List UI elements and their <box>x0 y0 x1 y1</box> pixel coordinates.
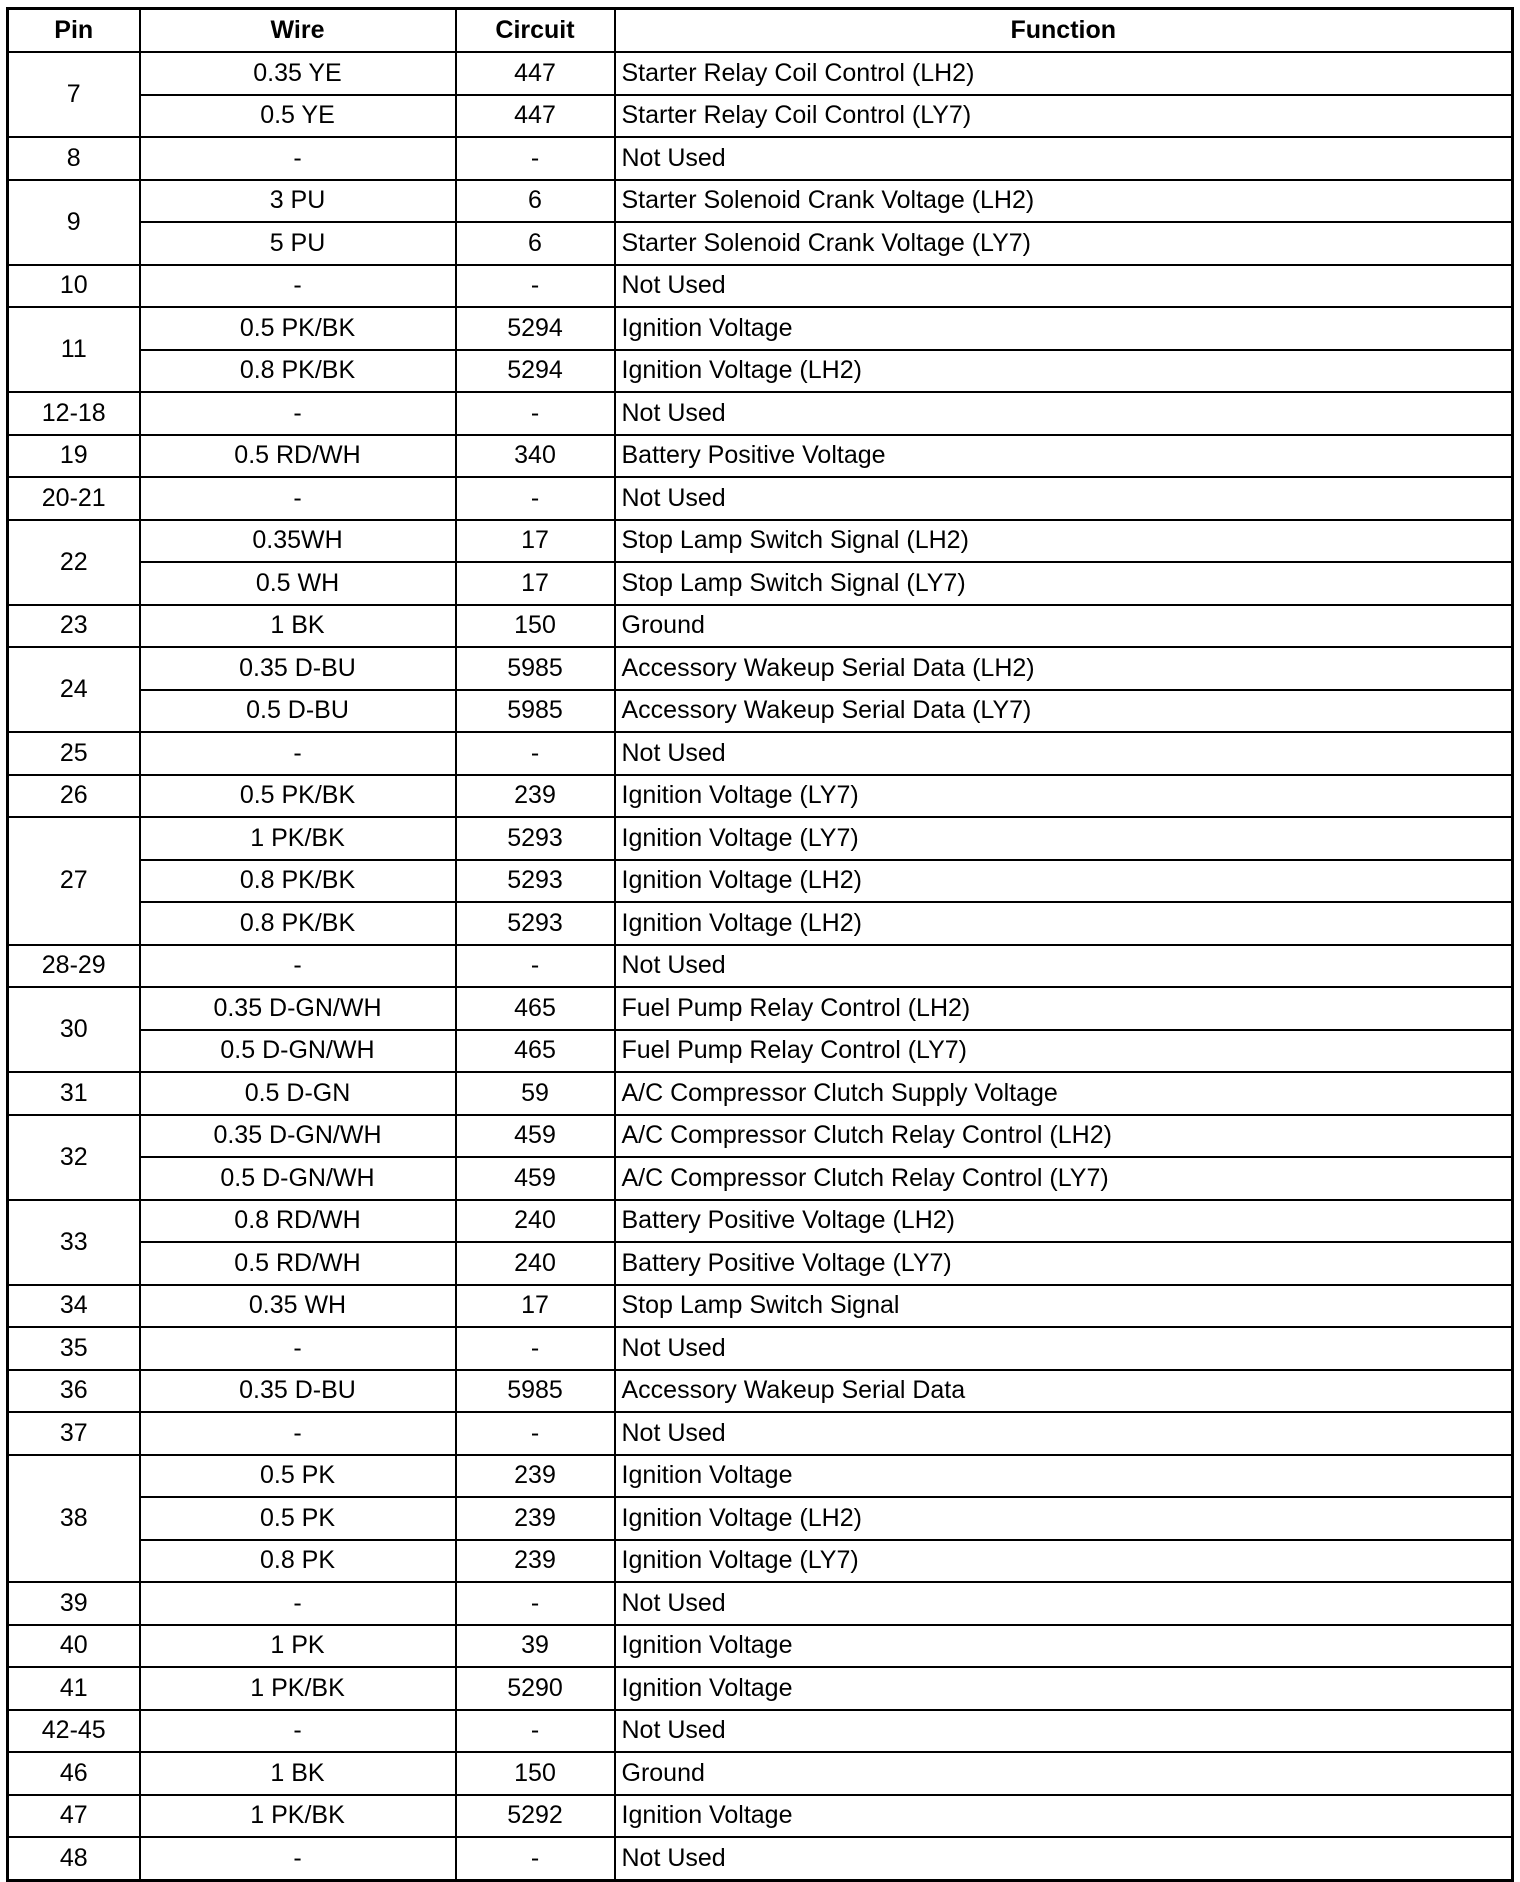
pin-cell: 37 <box>8 1412 140 1455</box>
circuit-cell: 6 <box>456 180 615 223</box>
circuit-cell: 17 <box>456 562 615 605</box>
wire-cell: 0.5 D-GN <box>140 1072 456 1115</box>
table-row <box>8 180 1513 223</box>
table-row <box>8 647 1513 690</box>
function-cell: Ignition Voltage (LH2) <box>615 1497 1513 1540</box>
wire-cell: - <box>140 945 456 988</box>
wire-cell: 0.5 D-BU <box>140 690 456 733</box>
wire-cell: 0.5 PK <box>140 1497 456 1540</box>
table-row <box>8 350 1513 393</box>
circuit-cell: - <box>456 477 615 520</box>
function-cell: Stop Lamp Switch Signal (LH2) <box>615 520 1513 563</box>
function-cell: Ground <box>615 605 1513 648</box>
pin-cell: 30 <box>8 987 140 1072</box>
circuit-cell: 239 <box>456 1540 615 1583</box>
function-cell: Ignition Voltage <box>615 1455 1513 1498</box>
circuit-cell: 447 <box>456 52 615 95</box>
table-row <box>8 902 1513 945</box>
pin-cell: 25 <box>8 732 140 775</box>
table-row <box>8 1710 1513 1753</box>
circuit-cell: 17 <box>456 1285 615 1328</box>
pin-cell: 35 <box>8 1327 140 1370</box>
pin-cell: 41 <box>8 1667 140 1710</box>
circuit-cell: 5292 <box>456 1795 615 1838</box>
function-cell: Starter Solenoid Crank Voltage (LY7) <box>615 222 1513 265</box>
pin-cell: 47 <box>8 1795 140 1838</box>
wire-cell: 0.5 PK/BK <box>140 307 456 350</box>
circuit-cell: - <box>456 732 615 775</box>
function-cell: Battery Positive Voltage <box>615 435 1513 478</box>
table-row <box>8 1455 1513 1498</box>
table-row <box>8 95 1513 138</box>
circuit-cell: - <box>456 1412 615 1455</box>
circuit-cell: 5985 <box>456 1370 615 1413</box>
table-row <box>8 1157 1513 1200</box>
circuit-cell: - <box>456 1582 615 1625</box>
header-wire: Wire <box>140 9 456 53</box>
circuit-cell: - <box>456 945 615 988</box>
pin-cell: 32 <box>8 1115 140 1200</box>
function-cell: Ignition Voltage <box>615 1795 1513 1838</box>
circuit-cell: 5293 <box>456 902 615 945</box>
circuit-cell: 465 <box>456 1030 615 1073</box>
table-row <box>8 775 1513 818</box>
pin-cell: 26 <box>8 775 140 818</box>
table-row <box>8 1412 1513 1455</box>
table-row <box>8 1795 1513 1838</box>
pin-cell: 7 <box>8 52 140 137</box>
header-pin: Pin <box>8 9 140 53</box>
table-row <box>8 477 1513 520</box>
wire-cell: 1 PK/BK <box>140 1795 456 1838</box>
table-row <box>8 860 1513 903</box>
circuit-cell: - <box>456 1327 615 1370</box>
circuit-cell: - <box>456 392 615 435</box>
function-cell: Ground <box>615 1752 1513 1795</box>
function-cell: Ignition Voltage (LH2) <box>615 350 1513 393</box>
wire-cell: 0.35WH <box>140 520 456 563</box>
table-row <box>8 1115 1513 1158</box>
wire-cell: 5 PU <box>140 222 456 265</box>
function-cell: Not Used <box>615 1710 1513 1753</box>
pin-cell: 24 <box>8 647 140 732</box>
function-cell: Not Used <box>615 1412 1513 1455</box>
wire-cell: 0.35 D-GN/WH <box>140 1115 456 1158</box>
circuit-cell: 447 <box>456 95 615 138</box>
header-circuit: Circuit <box>456 9 615 53</box>
header-function: Function <box>615 9 1513 53</box>
connector-pinout-table <box>6 7 1514 1882</box>
table-row <box>8 52 1513 95</box>
wire-cell: 1 BK <box>140 605 456 648</box>
wire-cell: - <box>140 392 456 435</box>
wire-cell: 0.8 PK/BK <box>140 860 456 903</box>
circuit-cell: - <box>456 137 615 180</box>
table-row <box>8 1625 1513 1668</box>
pin-cell: 33 <box>8 1200 140 1285</box>
table-row <box>8 1667 1513 1710</box>
function-cell: Not Used <box>615 945 1513 988</box>
circuit-cell: 459 <box>456 1157 615 1200</box>
table-row <box>8 1582 1513 1625</box>
wire-cell: 0.5 YE <box>140 95 456 138</box>
circuit-cell: - <box>456 1710 615 1753</box>
function-cell: Not Used <box>615 1327 1513 1370</box>
wire-cell: - <box>140 1327 456 1370</box>
function-cell: Starter Solenoid Crank Voltage (LH2) <box>615 180 1513 223</box>
wire-cell: 0.35 D-BU <box>140 1370 456 1413</box>
wire-cell: 0.5 PK/BK <box>140 775 456 818</box>
circuit-cell: 340 <box>456 435 615 478</box>
function-cell: Not Used <box>615 1582 1513 1625</box>
function-cell: A/C Compressor Clutch Supply Voltage <box>615 1072 1513 1115</box>
function-cell: Fuel Pump Relay Control (LY7) <box>615 1030 1513 1073</box>
wire-cell: 1 BK <box>140 1752 456 1795</box>
function-cell: Ignition Voltage (LY7) <box>615 1540 1513 1583</box>
function-cell: Fuel Pump Relay Control (LH2) <box>615 987 1513 1030</box>
table-row <box>8 817 1513 860</box>
table-row <box>8 1285 1513 1328</box>
table-row <box>8 1242 1513 1285</box>
circuit-cell: 240 <box>456 1200 615 1243</box>
wire-cell: - <box>140 1710 456 1753</box>
circuit-cell: 6 <box>456 222 615 265</box>
function-cell: Not Used <box>615 1837 1513 1880</box>
circuit-cell: 5293 <box>456 860 615 903</box>
table-row <box>8 1370 1513 1413</box>
table-row <box>8 562 1513 605</box>
pin-cell: 9 <box>8 180 140 265</box>
pin-cell: 28-29 <box>8 945 140 988</box>
circuit-cell: 459 <box>456 1115 615 1158</box>
circuit-cell: 239 <box>456 1497 615 1540</box>
function-cell: Battery Positive Voltage (LY7) <box>615 1242 1513 1285</box>
pin-cell: 23 <box>8 605 140 648</box>
table-row <box>8 137 1513 180</box>
pin-cell: 12-18 <box>8 392 140 435</box>
wire-cell: 0.35 WH <box>140 1285 456 1328</box>
circuit-cell: - <box>456 265 615 308</box>
wire-cell: - <box>140 265 456 308</box>
circuit-cell: - <box>456 1837 615 1880</box>
wire-cell: - <box>140 732 456 775</box>
function-cell: Starter Relay Coil Control (LY7) <box>615 95 1513 138</box>
table-row <box>8 1327 1513 1370</box>
wire-cell: 0.5 RD/WH <box>140 435 456 478</box>
table-row <box>8 1030 1513 1073</box>
wire-cell: 0.5 WH <box>140 562 456 605</box>
pin-cell: 20-21 <box>8 477 140 520</box>
function-cell: Stop Lamp Switch Signal (LY7) <box>615 562 1513 605</box>
circuit-cell: 59 <box>456 1072 615 1115</box>
wire-cell: 0.8 PK <box>140 1540 456 1583</box>
table-row <box>8 222 1513 265</box>
table-row <box>8 732 1513 775</box>
function-cell: Accessory Wakeup Serial Data (LH2) <box>615 647 1513 690</box>
wire-cell: 0.8 PK/BK <box>140 350 456 393</box>
circuit-cell: 5985 <box>456 690 615 733</box>
wire-cell: 0.5 D-GN/WH <box>140 1157 456 1200</box>
circuit-cell: 465 <box>456 987 615 1030</box>
circuit-cell: 150 <box>456 1752 615 1795</box>
wire-cell: 0.5 RD/WH <box>140 1242 456 1285</box>
pin-cell: 19 <box>8 435 140 478</box>
function-cell: Starter Relay Coil Control (LH2) <box>615 52 1513 95</box>
circuit-cell: 39 <box>456 1625 615 1668</box>
function-cell: Ignition Voltage <box>615 1625 1513 1668</box>
wire-cell: 0.5 PK <box>140 1455 456 1498</box>
pin-cell: 46 <box>8 1752 140 1795</box>
table-row <box>8 392 1513 435</box>
circuit-cell: 17 <box>456 520 615 563</box>
wire-cell: - <box>140 1582 456 1625</box>
table-row <box>8 1540 1513 1583</box>
table-row <box>8 690 1513 733</box>
function-cell: A/C Compressor Clutch Relay Control (LY7) <box>615 1157 1513 1200</box>
function-cell: Ignition Voltage <box>615 1667 1513 1710</box>
wire-cell: 0.8 PK/BK <box>140 902 456 945</box>
table-row <box>8 307 1513 350</box>
header-row <box>8 9 1513 53</box>
wire-cell: 1 PK <box>140 1625 456 1668</box>
wire-cell: - <box>140 1412 456 1455</box>
pin-cell: 27 <box>8 817 140 945</box>
wire-cell: 0.35 D-GN/WH <box>140 987 456 1030</box>
function-cell: Ignition Voltage (LH2) <box>615 860 1513 903</box>
wire-cell: 0.35 YE <box>140 52 456 95</box>
table-row <box>8 1752 1513 1795</box>
table-row <box>8 520 1513 563</box>
table-row <box>8 265 1513 308</box>
function-cell: A/C Compressor Clutch Relay Control (LH2) <box>615 1115 1513 1158</box>
wire-cell: 0.5 D-GN/WH <box>140 1030 456 1073</box>
function-cell: Not Used <box>615 392 1513 435</box>
table-row <box>8 987 1513 1030</box>
function-cell: Not Used <box>615 477 1513 520</box>
circuit-cell: 5294 <box>456 350 615 393</box>
function-cell: Accessory Wakeup Serial Data <box>615 1370 1513 1413</box>
circuit-cell: 5294 <box>456 307 615 350</box>
table-row <box>8 435 1513 478</box>
function-cell: Not Used <box>615 137 1513 180</box>
pin-cell: 39 <box>8 1582 140 1625</box>
function-cell: Ignition Voltage <box>615 307 1513 350</box>
table-row <box>8 1072 1513 1115</box>
circuit-cell: 239 <box>456 1455 615 1498</box>
pin-cell: 36 <box>8 1370 140 1413</box>
pin-cell: 42-45 <box>8 1710 140 1753</box>
wire-cell: - <box>140 1837 456 1880</box>
function-cell: Battery Positive Voltage (LH2) <box>615 1200 1513 1243</box>
wire-cell: - <box>140 137 456 180</box>
table-row <box>8 945 1513 988</box>
pin-cell: 8 <box>8 137 140 180</box>
function-cell: Not Used <box>615 265 1513 308</box>
wire-cell: - <box>140 477 456 520</box>
pin-cell: 11 <box>8 307 140 392</box>
pin-cell: 40 <box>8 1625 140 1668</box>
circuit-cell: 150 <box>456 605 615 648</box>
table-body <box>8 52 1513 1880</box>
function-cell: Ignition Voltage (LY7) <box>615 775 1513 818</box>
wire-cell: 3 PU <box>140 180 456 223</box>
circuit-cell: 239 <box>456 775 615 818</box>
wire-cell: 1 PK/BK <box>140 817 456 860</box>
table-row <box>8 1497 1513 1540</box>
function-cell: Ignition Voltage (LY7) <box>615 817 1513 860</box>
table-row <box>8 1837 1513 1880</box>
pin-cell: 38 <box>8 1455 140 1583</box>
wire-cell: 0.8 RD/WH <box>140 1200 456 1243</box>
wire-cell: 0.35 D-BU <box>140 647 456 690</box>
pin-cell: 10 <box>8 265 140 308</box>
circuit-cell: 5985 <box>456 647 615 690</box>
pin-cell: 31 <box>8 1072 140 1115</box>
circuit-cell: 5290 <box>456 1667 615 1710</box>
wire-cell: 1 PK/BK <box>140 1667 456 1710</box>
function-cell: Ignition Voltage (LH2) <box>615 902 1513 945</box>
pin-cell: 22 <box>8 520 140 605</box>
circuit-cell: 240 <box>456 1242 615 1285</box>
function-cell: Stop Lamp Switch Signal <box>615 1285 1513 1328</box>
table-row <box>8 605 1513 648</box>
pin-cell: 34 <box>8 1285 140 1328</box>
function-cell: Not Used <box>615 732 1513 775</box>
function-cell: Accessory Wakeup Serial Data (LY7) <box>615 690 1513 733</box>
circuit-cell: 5293 <box>456 817 615 860</box>
pin-cell: 48 <box>8 1837 140 1880</box>
table-row <box>8 1200 1513 1243</box>
